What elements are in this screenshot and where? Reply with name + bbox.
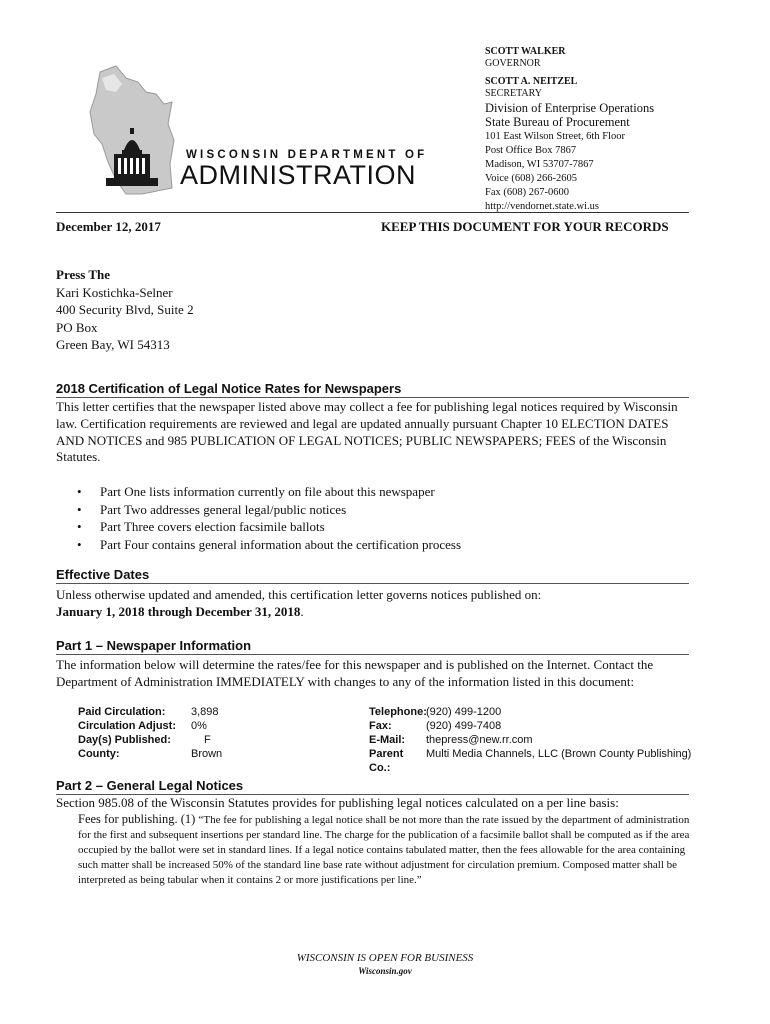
governor-name: SCOTT WALKER [485, 46, 566, 57]
part1-heading: Part 1 – Newspaper Information [56, 638, 252, 653]
recipient-city: Green Bay, WI 54313 [56, 337, 170, 352]
info-row-county: County: Brown [78, 748, 223, 760]
part1-heading-rule [56, 654, 689, 655]
bullet-icon: • [77, 536, 82, 552]
info-row-telephone: Telephone: (920) 499-1200 [369, 706, 502, 718]
bullet-icon: • [77, 484, 82, 499]
website-link[interactable]: http://vendornet.state.wi.us [485, 201, 600, 212]
effective-dates-heading-rule [56, 583, 689, 584]
certification-heading: 2018 Certification of Legal Notice Rates for Newspapers [56, 381, 402, 396]
info-row-parent-company: Parent Co.: Multi Media Channels, LLC (Brown County Publishing) [369, 748, 692, 774]
letter-date: December 12, 2017 [56, 219, 161, 234]
statute-quote-lead: Fees for publishing. (1) [78, 812, 199, 826]
secretary-title: SECRETARY [485, 88, 542, 99]
info-row-paid-circulation: Paid Circulation: 3,898 [78, 706, 219, 718]
certification-body: This letter certifies that the newspaper listed above may collect a fee for publishing legal notices required by Wisconsin law. Certification requirements are reviewed and legal are updated annually pursuant Chapter 10 ELECTION DATES AND NOTICES and 985 PUBLICATION OF LEGAL NOTICES; PUBLIC NEWSPAPERS; FEES of the Wisconsin Statutes. [56, 399, 678, 465]
statute-quote [78, 812, 698, 888]
recipient-street: 400 Security Blvd, Suite 2 [56, 302, 194, 317]
recipient-contact: Kari Kostichka-Selner [56, 284, 173, 300]
address-line-2: Post Office Box 7867 [485, 145, 577, 156]
recipient-po-box: PO Box [56, 319, 98, 335]
certification-heading-rule [56, 397, 689, 398]
division-block [485, 101, 654, 129]
wisconsin-state-logo-icon [86, 64, 182, 204]
address-block [485, 130, 625, 214]
division-name: Division of Enterprise Operations [485, 101, 655, 115]
info-row-email: E-Mail: thepress@new.rr.com [369, 734, 533, 746]
bullet-icon: • [77, 501, 82, 517]
newspaper-info-left [78, 705, 222, 761]
bullet-icon: • [77, 519, 82, 534]
recipient-name: Press The [56, 267, 111, 282]
part2-heading: Part 2 – General Legal Notices [56, 778, 244, 793]
list-item: • Part Four contains general information about the certification process [77, 536, 461, 552]
header-divider [56, 212, 689, 213]
statute-quote-text: “The fee for publishing a legal notice shall be not more than the rate issued by the department of administration for the first and subsequent insertions per standard line. The charge for the publication of a facsimile ballot shall be computed as if the area occupied by the ballot were set in standard lines. If a legal notice contains tabulated matter, then the fees allowable for the area containing such matter shall be increased 50% of the standard line base rate without adjustment for circulation premium. Composed matter shall be interpreted as being tabular when it contains 2 or more justifications per line.” [78, 814, 690, 886]
fax-number: Fax (608) 267-0600 [485, 187, 569, 198]
secretary-name: SCOTT A. NEITZEL [485, 76, 578, 87]
address-line-3: Madison, WI 53707-7867 [485, 159, 594, 170]
info-row-circulation-adjust: Circulation Adjust: 0% [78, 720, 207, 732]
recipient-address [56, 266, 194, 354]
part2-body: Section 985.08 of the Wisconsin Statutes provides for publishing legal notices calculated on a per line basis: [56, 795, 619, 810]
logo-administration-wordmark: ADMINISTRATION [180, 160, 416, 190]
part1-body: The information below will determine the rates/fee for this newspaper and is published on the Internet. Contact the Department of Administration IMMEDIATELY with changes to any of the information listed in this document: [56, 657, 654, 689]
info-row-fax: Fax: (920) 499-7408 [369, 720, 502, 732]
address-line-1: 101 East Wilson Street, 6th Floor [485, 131, 625, 142]
effective-date-range: January 1, 2018 through December 31, 2018 [56, 603, 301, 619]
footer-slogan: WISCONSIN IS OPEN FOR BUSINESS [296, 952, 474, 964]
footer-site[interactable]: Wisconsin.gov [358, 966, 412, 976]
logo-department-line: WISCONSIN DEPARTMENT OF [186, 149, 428, 161]
bureau-name: State Bureau of Procurement [485, 115, 630, 129]
officials-block [485, 46, 577, 100]
governor-title: GOVERNOR [485, 58, 541, 69]
info-row-days-published: Day(s) Published: F [78, 734, 211, 746]
newspaper-info-right [369, 705, 691, 775]
list-item: • Part One lists information currently on file about this newspaper [77, 484, 435, 499]
list-item: • Part Two addresses general legal/public notices [77, 501, 347, 517]
list-item: • Part Three covers election facsimile ballots [77, 519, 325, 534]
effective-dates-body: Unless otherwise updated and amended, this certification letter governs notices published on: January 1, 2018 through December 31, 2018. [56, 587, 542, 619]
effective-dates-heading: Effective Dates [56, 567, 150, 582]
keep-records-notice: KEEP THIS DOCUMENT FOR YOUR RECORDS [381, 219, 669, 234]
voice-number: Voice (608) 266-2605 [485, 173, 577, 184]
certification-parts-list [77, 483, 461, 553]
